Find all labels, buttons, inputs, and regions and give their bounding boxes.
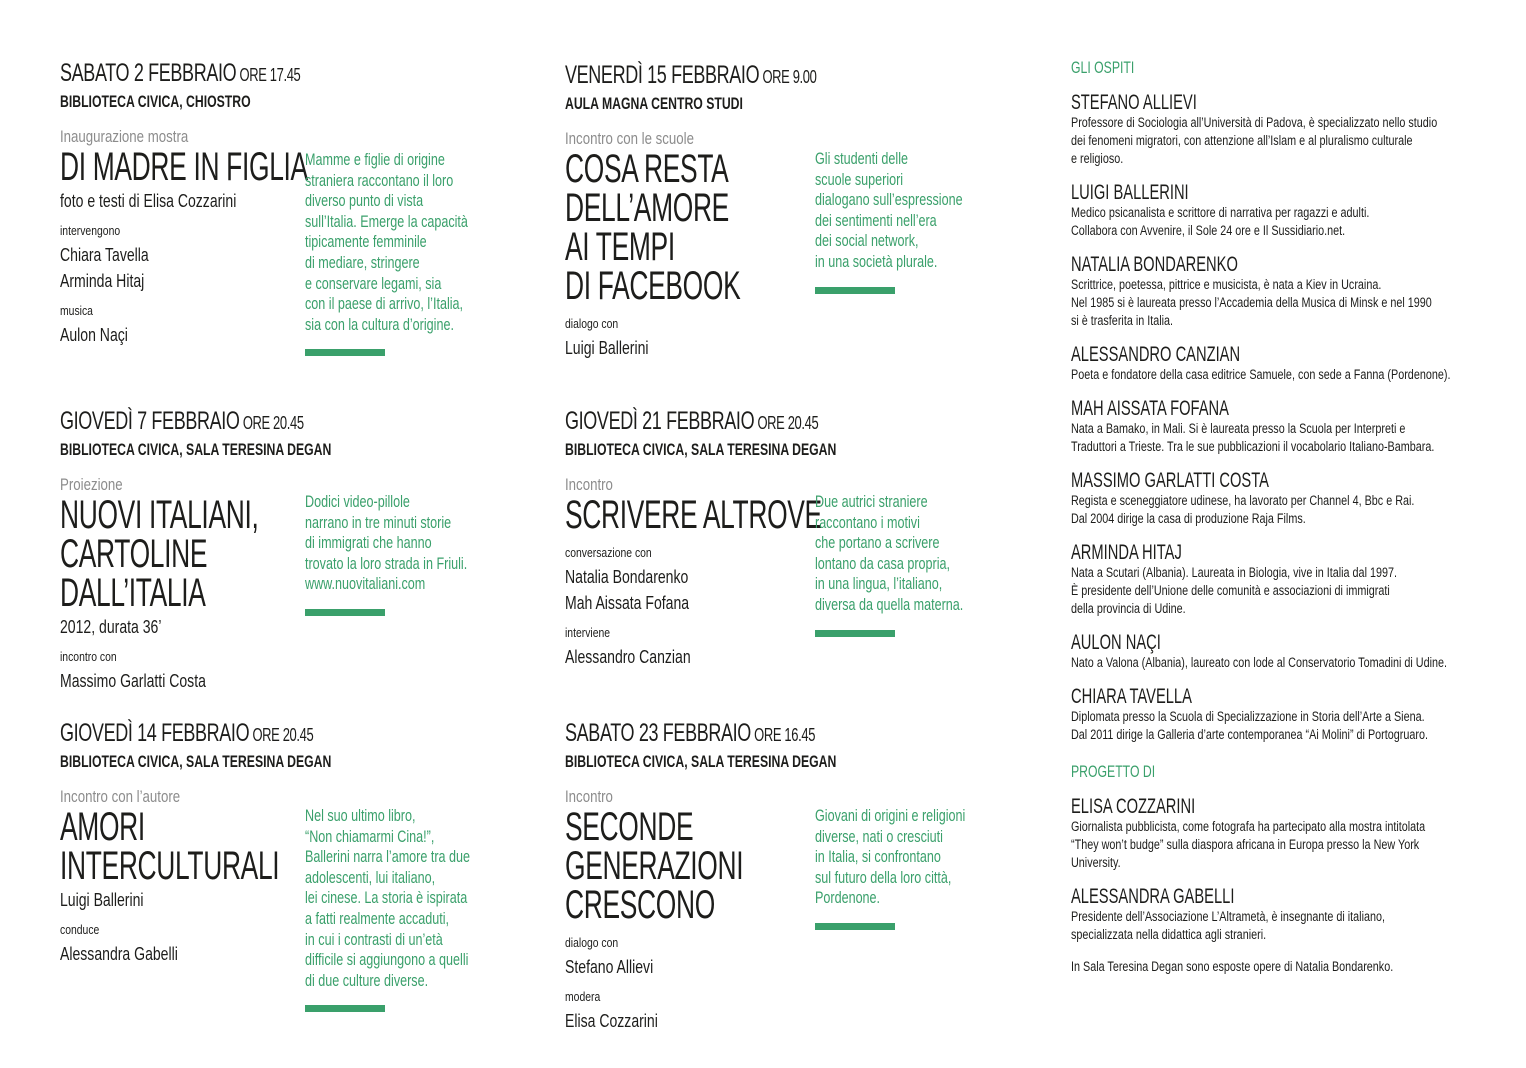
guest-bio-line: Dal 2011 dirige la Galleria d’arte contemporanea “Ai Molini” di Portogruaro.	[1071, 727, 1428, 742]
guests-heading: GLI OSPITI	[1071, 58, 1135, 77]
guest-bio	[1071, 564, 1511, 618]
event-4-description	[305, 806, 565, 1012]
event-date	[565, 62, 896, 91]
guest-bio	[1071, 420, 1511, 456]
guest-bio-line: dei fenomeni migratori, con attenzione all’Islam e al pluralismo culturale	[1071, 133, 1413, 148]
guest-bio-line: Medico psicanalista e scrittore di narrativa per ragazzi e adulti.	[1071, 205, 1370, 220]
guest-name: STEFANO ALLIEVI	[1071, 91, 1197, 114]
guest-entry	[1071, 398, 1511, 456]
guest-entry	[1071, 632, 1511, 672]
guest-bio	[1071, 366, 1511, 384]
guest-bio-line: Nel 1985 si è laureata presso l’Accademia della Musica di Minsk e nel 1990	[1071, 295, 1432, 310]
guest-entry	[1071, 182, 1511, 240]
event-role: interviene	[565, 625, 611, 640]
event-person: Chiara Tavella	[60, 245, 149, 265]
description-line: Due autrici straniere	[815, 492, 928, 511]
description-line: che portano a scrivere	[815, 533, 940, 553]
event-3-description	[815, 492, 1075, 637]
guest-entry	[1071, 254, 1511, 330]
event-role: modera	[565, 989, 601, 1004]
event-kind: Incontro con le scuole	[565, 129, 695, 148]
event-date	[60, 408, 391, 437]
event-place: BIBLIOTECA CIVICA, CHIOSTRO	[60, 92, 251, 111]
event-kind: Proiezione	[60, 475, 123, 494]
description-line: in cui i contrasti di un’età	[305, 929, 443, 949]
guest-bio-line: Regista e sceneggiatore udinese, ha lavorato per Channel 4, Bbc e Rai.	[1071, 493, 1415, 508]
event-date	[565, 408, 896, 437]
description-line: in una società plurale.	[815, 251, 938, 271]
event-person: Aulon Naçi	[60, 325, 128, 345]
event-place: AULA MAGNA CENTRO STUDI	[565, 94, 743, 113]
description-line: lontano da casa propria,	[815, 553, 950, 573]
project-heading: PROGETTO DI	[1071, 762, 1156, 781]
guest-bio	[1071, 276, 1511, 330]
event-title-line: CARTOLINE	[60, 532, 208, 576]
event-time: ORE 20.45	[239, 413, 304, 433]
description-line: in una lingua, l’italiano,	[815, 574, 943, 594]
event-title-line: SCRIVERE ALTROVE	[565, 493, 822, 537]
event-kind: Incontro	[565, 787, 613, 806]
event-time: ORE 17.45	[236, 65, 301, 85]
event-person: Massimo Garlatti Costa	[60, 671, 206, 691]
guest-bio-line: Traduttori a Trieste. Tra le sue pubblicazioni il vocabolario Italiano-Bambara.	[1071, 439, 1435, 454]
guest-bio	[1071, 818, 1511, 872]
description-line: sul futuro della loro città,	[815, 867, 952, 887]
description-line: trovato la loro strada in Friuli.	[305, 553, 468, 573]
event-person: Arminda Hitaj	[60, 271, 145, 291]
description-line: raccontano i motivi	[815, 512, 920, 532]
accent-bar	[815, 630, 895, 637]
event-role: incontro con	[60, 649, 117, 664]
description-line: con il paese di arrivo, l’Italia,	[305, 294, 464, 314]
event-person: Alessandra Gabelli	[60, 944, 178, 964]
event-date-text: SABATO 23 FEBBRAIO	[565, 719, 751, 747]
guest-bio	[1071, 654, 1511, 672]
event-person: Alessandro Canzian	[565, 647, 691, 667]
event-title-line: SECONDE	[565, 805, 694, 849]
accent-bar	[815, 923, 895, 930]
event-1-description	[815, 149, 1075, 294]
guest-bio-line: Poeta e fondatore della casa editrice Samuele, con sede a Fanna (Pordenone).	[1071, 367, 1451, 382]
event-role: intervengono	[60, 223, 121, 238]
guest-bio	[1071, 492, 1511, 528]
event-subtitle: foto e testi di Elisa Cozzarini	[60, 191, 237, 211]
accent-bar	[305, 609, 385, 616]
guest-name: ALESSANDRA GABELLI	[1071, 885, 1235, 908]
description-line: diversa da quella materna.	[815, 594, 964, 614]
guest-name: ELISA COZZARINI	[1071, 795, 1196, 818]
event-0-description	[305, 150, 565, 356]
description-line: Giovani di origini e religioni	[815, 806, 966, 825]
description-line: e conservare legami, sia	[305, 273, 442, 293]
guest-entry	[1071, 470, 1511, 528]
accent-bar	[815, 287, 895, 294]
event-subtitle: Luigi Ballerini	[60, 890, 144, 910]
guests-column	[1071, 58, 1511, 976]
event-time: ORE 9.00	[759, 67, 817, 87]
description-line: sull’Italia. Emerge la capacità	[305, 211, 468, 231]
event-kind: Incontro con l’autore	[60, 787, 181, 806]
description-line: diverse, nati o cresciuti	[815, 826, 943, 846]
guest-bio-line: Giornalista pubblicista, come fotografa ha partecipato alla mostra intitolata	[1071, 819, 1426, 834]
guest-name: AULON NAÇI	[1071, 631, 1161, 654]
description-line: lei cinese. La storia è ispirata	[305, 888, 468, 908]
guest-name: ARMINDA HITAJ	[1071, 541, 1182, 564]
event-2-description	[305, 492, 565, 616]
project-list	[1071, 796, 1511, 944]
description-line: Pordenone.	[815, 888, 881, 908]
guest-bio-line: Professore di Sociologia all’Università di Padova, è specializzato nello studio	[1071, 115, 1438, 130]
event-time: ORE 20.45	[754, 413, 819, 433]
event-date-text: VENERDÌ 15 FEBBRAIO	[565, 61, 760, 89]
accent-bar	[305, 349, 385, 356]
guest-bio	[1071, 204, 1511, 240]
event-5-description	[815, 806, 1075, 930]
event-date-text: GIOVEDÌ 14 FEBBRAIO	[60, 719, 250, 747]
description-line: difficile si aggiungono a quelli	[305, 950, 469, 970]
guest-bio-line: si è trasferita in Italia.	[1071, 313, 1174, 328]
guest-bio-line: Collabora con Avvenire, il Sole 24 ore e Il Sussidiario.net.	[1071, 223, 1346, 238]
event-place: BIBLIOTECA CIVICA, SALA TERESINA DEGAN	[565, 752, 837, 771]
description-line: www.nuovitaliani.com	[305, 574, 426, 594]
guest-bio	[1071, 114, 1511, 168]
guest-bio-line: Scrittrice, poetessa, pittrice e musicista, è nata a Kiev in Ucraina.	[1071, 277, 1382, 292]
description-line: di due culture diverse.	[305, 970, 429, 990]
description-line: a fatti realmente accaduti,	[305, 908, 450, 928]
event-title-line: DI FACEBOOK	[565, 264, 741, 308]
event-date-text: SABATO 2 FEBBRAIO	[60, 59, 237, 87]
event-place: BIBLIOTECA CIVICA, SALA TERESINA DEGAN	[565, 440, 837, 459]
guest-name: MASSIMO GARLATTI COSTA	[1071, 469, 1269, 492]
description-line: dialogano sull’espressione	[815, 190, 963, 210]
event-person: Mah Aissata Fofana	[565, 593, 690, 613]
guest-entry	[1071, 796, 1511, 872]
event-title-line: CRESCONO	[565, 883, 715, 927]
description-line: “Non chiamarmi Cina!”,	[305, 826, 435, 846]
guest-name: ALESSANDRO CANZIAN	[1071, 343, 1241, 366]
guest-bio-line: University.	[1071, 855, 1121, 870]
description-line: narrano in tre minuti storie	[305, 512, 452, 532]
event-time: ORE 20.45	[249, 725, 314, 745]
event-title-line: DALL’ITALIA	[60, 571, 206, 615]
guest-bio-line: Nata a Scutari (Albania). Laureata in Biologia, vive in Italia dal 1997.	[1071, 565, 1397, 580]
guest-bio-line: “They won’t budge” sulla diaspora africana in Europa presso la New York	[1071, 837, 1420, 852]
guest-name: NATALIA BONDARENKO	[1071, 253, 1238, 276]
guest-bio-line: Nata a Bamako, in Mali. Si è laureata presso la Scuola per Interpreti e	[1071, 421, 1406, 436]
event-role: dialogo con	[565, 316, 619, 331]
guest-bio-line: Diplomata presso la Scuola di Specializzazione in Storia dell’Arte a Siena.	[1071, 709, 1425, 724]
guest-entry	[1071, 686, 1511, 744]
guest-name: CHIARA TAVELLA	[1071, 685, 1192, 708]
description-line: in Italia, si confrontano	[815, 847, 941, 867]
event-title-line: COSA RESTA	[565, 147, 729, 191]
event-person: Luigi Ballerini	[565, 338, 649, 358]
event-time: ORE 16.45	[750, 725, 816, 745]
description-line: di mediare, stringere	[305, 252, 420, 272]
event-date-text: GIOVEDÌ 7 FEBBRAIO	[60, 407, 240, 435]
event-kind: Incontro	[565, 475, 613, 494]
event-title-line: GENERAZIONI	[565, 844, 744, 888]
event-person: Stefano Allievi	[565, 957, 654, 977]
description-line: dei sentimenti nell’era	[815, 210, 937, 230]
guest-bio-line: Nato a Valona (Albania), laureato con lode al Conservatorio Tomadini di Udine.	[1071, 655, 1448, 670]
event-kind: Inaugurazione mostra	[60, 127, 189, 146]
guest-list	[1071, 92, 1511, 744]
description-line: dei social network,	[815, 231, 919, 251]
guest-bio-line: specializzata nella didattica agli stranieri.	[1071, 927, 1267, 942]
guest-bio-line: Dal 2004 dirige la casa di produzione Raja Films.	[1071, 511, 1306, 526]
description-line: adolescenti, lui italiano,	[305, 867, 436, 887]
event-title-line: DI MADRE IN FIGLIA	[60, 145, 308, 189]
description-line: diverso punto di vista	[305, 191, 424, 211]
description-line: Dodici video-pillole	[305, 492, 410, 511]
guest-entry	[1071, 344, 1511, 384]
guest-entry	[1071, 542, 1511, 618]
description-line: Gli studenti delle	[815, 149, 909, 168]
guest-bio	[1071, 908, 1511, 944]
guest-bio	[1071, 708, 1511, 744]
description-line: sia con la cultura d’origine.	[305, 314, 454, 334]
event-title-line: AI TEMPI	[565, 225, 675, 269]
guest-entry	[1071, 886, 1511, 944]
description-line: Mamme e figlie di origine	[305, 150, 445, 169]
event-person: Natalia Bondarenko	[565, 567, 689, 587]
guest-bio-line: e religioso.	[1071, 151, 1124, 166]
event-date	[565, 720, 896, 749]
guest-name: LUIGI BALLERINI	[1071, 181, 1189, 204]
event-date	[60, 60, 391, 89]
description-line: di immigrati che hanno	[305, 533, 432, 553]
event-place: BIBLIOTECA CIVICA, SALA TERESINA DEGAN	[60, 752, 332, 771]
event-date	[60, 720, 391, 749]
guest-bio-line: Presidente dell’Associazione L’Altrametà, è insegnante di italiano,	[1071, 909, 1385, 924]
guest-entry	[1071, 92, 1511, 168]
event-person: Elisa Cozzarini	[565, 1011, 658, 1031]
event-role: conduce	[60, 922, 100, 937]
event-role: musica	[60, 303, 93, 318]
description-line: Nel suo ultimo libro,	[305, 806, 416, 825]
accent-bar	[305, 1005, 385, 1012]
event-subtitle: 2012, durata 36’	[60, 617, 162, 637]
guest-bio-line: della provincia di Udine.	[1071, 601, 1186, 616]
guest-bio-line: È presidente dell’Unione delle comunità e associazioni di immigrati	[1071, 583, 1390, 598]
exhibition-note: In Sala Teresina Degan sono esposte opere di Natalia Bondarenko.	[1071, 959, 1394, 974]
event-title-line: INTERCULTURALI	[60, 844, 280, 888]
description-line: scuole superiori	[815, 169, 904, 189]
description-line: Ballerini narra l’amore tra due	[305, 847, 471, 867]
guest-name: MAH AISSATA FOFANA	[1071, 397, 1229, 420]
event-role: conversazione con	[565, 545, 652, 560]
description-line: tipicamente femminile	[305, 232, 427, 252]
event-title-line: NUOVI ITALIANI,	[60, 493, 259, 537]
event-date-text: GIOVEDÌ 21 FEBBRAIO	[565, 407, 755, 435]
event-title-line: AMORI	[60, 805, 145, 849]
event-title-line: DELL’AMORE	[565, 186, 729, 230]
event-role: dialogo con	[565, 935, 619, 950]
description-line: straniera raccontano il loro	[305, 170, 454, 190]
event-place: BIBLIOTECA CIVICA, SALA TERESINA DEGAN	[60, 440, 332, 459]
